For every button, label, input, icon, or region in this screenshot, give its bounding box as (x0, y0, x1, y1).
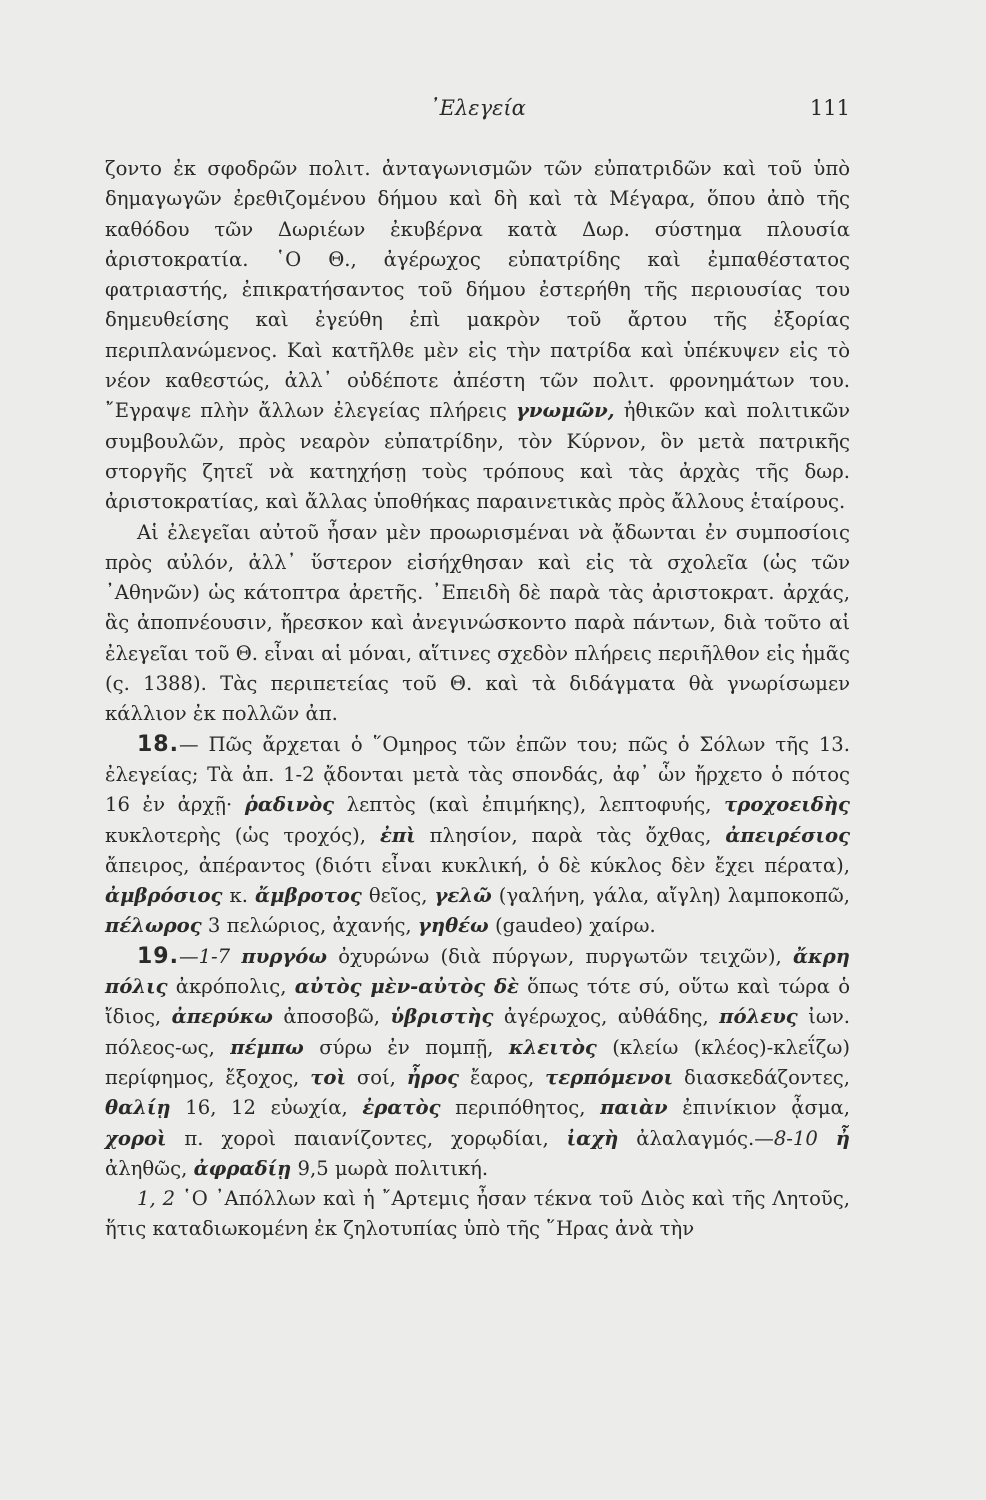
gloss-term: πόλευς (719, 1005, 798, 1029)
gloss-term: τροχοειδὴς (724, 793, 850, 817)
gloss-term: χοροὶ (105, 1126, 167, 1150)
gloss-term: ἀπερύκω (171, 1005, 273, 1029)
gloss-term: ῥαδινὸς (244, 793, 335, 817)
gloss-term: ἦρος (406, 1065, 460, 1089)
gloss-term: ἦ (835, 1126, 850, 1150)
gloss-term: πέμπω (230, 1035, 304, 1059)
paragraph-apollo: 1, 2 ῾Ο ᾿Απόλλων καὶ ἡ ῎Αρτεμις ἦσαν τέκνα τοῦ Διὸς καὶ τῆς Λητοῦς, ἥτις καταδιωκομένη ἐκ ζηλοτυπίας ὑπὸ τῆς ῞Ηρας ἀνὰ τὴν (105, 1187, 850, 1241)
section-number: 19. (137, 943, 179, 969)
body-text (105, 154, 850, 1245)
gloss-term: ἀπειρέσιος (725, 823, 850, 847)
gloss-term: πυργόω (241, 944, 328, 968)
line-reference: —1-7 (178, 944, 231, 968)
running-title: ᾿Ελεγεία (429, 96, 526, 120)
line-reference: 1, 2 (137, 1187, 176, 1211)
gloss-term: ὑβριστὴς (390, 1005, 494, 1029)
gloss-term: ἀφραδίῃ (193, 1156, 292, 1180)
section-number: 18. (137, 731, 179, 757)
gloss-term: αὐτὸς μὲν-αὐτὸς δὲ (294, 975, 519, 999)
gloss-term: γηθέω (417, 914, 489, 938)
gloss-term: ἐπὶ (379, 823, 416, 847)
gloss-term: θαλίῃ (105, 1096, 171, 1120)
gloss-term: ἰαχὴ (566, 1126, 619, 1150)
gloss-term: γελῶ (434, 884, 492, 908)
gloss-term: ἀμβρόσιος (105, 884, 223, 908)
paragraph-text: ἠθικῶν καὶ πολιτικῶν συμβουλῶν, πρὸς νεαρὸν εὐπατρίδην, τὸν Κύρνον, ὃν μετὰ πατρικῆς στοργῆς ζητεῖ νὰ κατηχήσῃ τοὺς τρόπους καὶ τὰς ἀρχὰς τῆς δωρ. ἀριστοκρατίας, καὶ ἄλλας ὑποθήκας παραινετικὰς πρὸς ἄλλους ἑταίρους. (105, 399, 850, 514)
gloss-term: ἄκρη πόλις (105, 944, 851, 999)
page-number: 111 (809, 96, 850, 120)
gloss-term: κλειτὸς (508, 1035, 597, 1059)
paragraph-intro (105, 154, 850, 518)
section-19: 19.—1-7 πυργόω ὀχυρώνω (διὰ πύργων, πυργωτῶν τειχῶν), ἄκρη πόλις ἀκρόπολις, αὐτὸς μὲν-αὐτὸς δὲ ὅπως τότε σύ, οὕτω καὶ τώρα ὁ ἴδιος, ἀπερύκω ἀποσοβῶ, ὑβριστὴς ἀγέρωχος, αὐθάδης, πόλευς ἰων. πόλεος-ως, πέμπω σύρω ἐν πομπῇ, κλειτὸς (κλείω (κλέος)-κλεΐζω) περίφημος, ἔξοχος, τοὶ σοί, ἦρος ἔαρος, τερπόμενοι διασκεδάζοντες, θαλίῃ 16, 12 εὐωχία, ἐρατὸς περιπόθητος, παιὰν ἐπινίκιον ᾆσμα, χοροὶ π. χοροὶ παιανίζοντες, χορῳδίαι, ἰαχὴ ἀλαλαγμός.—8-10 ἦ ἀληθῶς, ἀφραδίῃ 9,5 μωρὰ πολιτική. (105, 943, 851, 1180)
paragraph-elegies: Αἱ ἐλεγεῖαι αὐτοῦ ἦσαν μὲν προωρισμέναι νὰ ᾄδωνται ἐν συμποσίοις πρὸς αὐλόν, ἀλλ᾽ ὕστερον εἰσήχθησαν καὶ εἰς τὰ σχολεῖα (ὡς τῶν ᾿Αθηνῶν) ὡς κάτοπτρα ἀρετῆς. ᾿Επειδὴ δὲ παρὰ τὰς ἀριστοκρατ. ἀρχάς, ἃς ἀποπνέουσιν, ἤρεσκον καὶ ἀνεγινώσκοντο παρὰ πάντων, διὰ τοῦτο αἱ ἐλεγεῖαι τοῦ Θ. εἶναι αἱ μόναι, αἵτινες σχεδὸν πλήρεις περιῆλθον εἰς ἡμᾶς (ς. 1388). Τὰς περιπετείας τοῦ Θ. καὶ τὰ διδάγματα θὰ γνωρίσωμεν κάλλιον ἐκ πολλῶν ἀπ. (105, 520, 850, 726)
page-header (105, 96, 850, 130)
gloss-term: πέλωρος (105, 914, 202, 938)
section-18: 18.— Πῶς ἄρχεται ὁ ῞Ομηρος τῶν ἐπῶν του; πῶς ὁ Σόλων τῆς 13. ἐλεγείας; Τὰ ἀπ. 1-2 ᾄδονται μετὰ τὰς σπονδάς, ἀφ᾽ ὧν ἤρχετο ὁ πότος 16 ἐν ἀρχῇ· ῥαδινὸς λεπτὸς (καὶ ἐπιμήκης), λεπτοφυής, τροχοειδὴς κυκλοτερὴς (ὡς τροχός), ἐπὶ πλησίον, παρὰ τὰς ὄχθας, ἀπειρέσιος ἄπειρος, ἀπέραντος (διότι εἶναι κυκλική, ὁ δὲ κύκλος δὲν ἔχει πέρατα), ἀμβρόσιος κ. ἄμβροτος θεῖος, γελῶ (γαλήνη, γάλα, αἴγλη) λαμποκοπῶ, πέλωρος 3 πελώριος, ἀχανής, γηθέω (gaudeo) χαίρω. (105, 731, 850, 938)
gloss-term: τοὶ (310, 1065, 346, 1089)
line-reference: —8-10 (754, 1126, 818, 1150)
gloss-term: παιὰν (600, 1096, 668, 1120)
keyword-gnomon: γνωμῶν, (515, 399, 615, 423)
gloss-term: ἄμβροτος (255, 884, 362, 908)
gloss-term: ἐρατὸς (362, 1096, 441, 1120)
gloss-term: τερπόμενοι (545, 1065, 674, 1089)
paragraph-text: ζοντο ἐκ σφοδρῶν πολιτ. ἀνταγωνισμῶν τῶν εὐπατριδῶν καὶ τοῦ ὑπὸ δημαγωγῶν ἐρεθιζομένου δήμου καὶ δὴ καὶ τὰ Μέγαρα, ὅπου ἀπὸ τῆς καθόδου τῶν Δωριέων ἐκυβέρνα κατὰ Δωρ. σύστημα πλουσία ἀριστοκρατία. ῾Ο Θ., ἀγέρωχος εὐπατρίδης καὶ ἐμπαθέστατος φατριαστής, ἐπικρατήσαντος τοῦ δήμου ἐστερήθη τῆς περιουσίας του δημευθείσης καὶ ἐγεύθη ἐπὶ μακρὸν τοῦ ἄρτου τῆς ἐξορίας περιπλανώμενος. Καὶ κατῆλθε μὲν εἰς τὴν πατρίδα καὶ ὑπέκυψεν εἰς τὸ νέον καθεστώς, ἀλλ᾽ οὐδέποτε ἀπέστη τῶν πολιτ. φρονημάτων του. ῎Εγραψε πλὴν ἄλλων ἐλεγείας πλήρεις (105, 157, 850, 423)
